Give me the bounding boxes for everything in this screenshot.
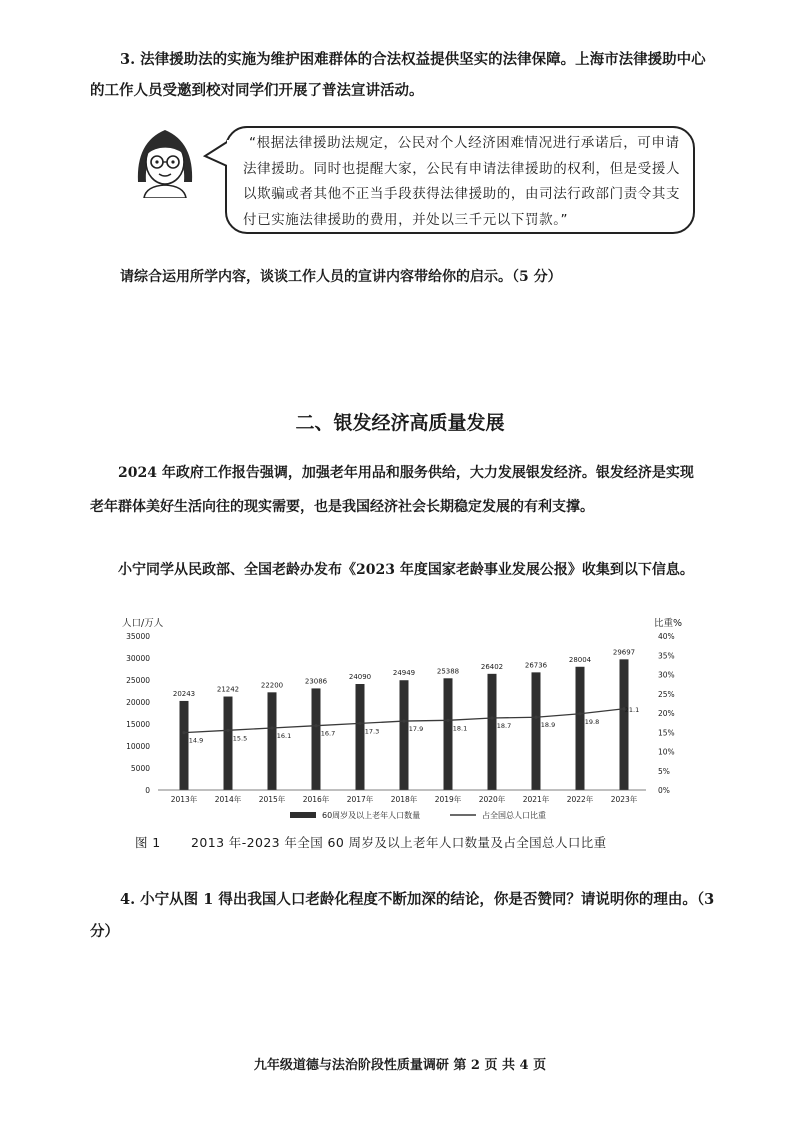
bar	[620, 659, 629, 790]
share-point	[226, 729, 229, 732]
share-value-label: 18.9	[540, 721, 556, 730]
bar-value-label: 26402	[480, 662, 504, 671]
bar	[180, 701, 189, 790]
bar	[444, 678, 453, 790]
share-point	[534, 716, 537, 719]
legend-bar-swatch	[290, 812, 316, 818]
bar	[312, 688, 321, 790]
share-point	[314, 724, 317, 727]
page-footer: 九年级道德与法治阶段性质量调研 第 2 页 共 4 页	[253, 1058, 547, 1073]
question-4	[90, 884, 740, 948]
question-3-line-1: 3. 法律援助法的实施为维护困难群体的合法权益提供坚实的法律保障。上海市法律援助中心	[120, 51, 706, 68]
bar-value-label: 24949	[392, 669, 416, 678]
bar	[488, 674, 497, 790]
left-tick-label: 10000	[126, 742, 150, 751]
collect-statement: 小宁同学从民政部、全国老龄办发布《2023 年度国家老龄事业发展公报》收集到以下信息。	[118, 562, 694, 578]
legend-line-label: 占全国总人口比重	[482, 811, 546, 820]
right-tick-label: 15%	[658, 728, 675, 738]
bar	[400, 680, 409, 790]
x-tick-label: 2023年	[610, 795, 638, 804]
left-tick-label: 30000	[126, 654, 150, 663]
bar	[356, 684, 365, 790]
staff-avatar-illustration	[130, 122, 200, 198]
bar-value-label: 23086	[304, 677, 328, 686]
left-tick-label: 15000	[126, 720, 150, 729]
right-tick-label: 0%	[658, 786, 670, 795]
bar-value-label: 26736	[524, 661, 548, 670]
left-tick-label: 0	[145, 786, 150, 795]
share-value-label: 21.1	[624, 705, 640, 714]
question-3-line-2: 的工作人员受邀到校对同学们开展了普法宣讲活动。	[90, 82, 424, 99]
left-tick-label: 25000	[126, 676, 150, 685]
share-point	[578, 712, 581, 715]
right-tick-label: 30%	[658, 670, 675, 680]
x-tick-label: 2016年	[302, 795, 330, 804]
bar-value-label: 29697	[612, 648, 636, 657]
share-value-label: 17.9	[408, 725, 424, 734]
figure-caption	[135, 833, 607, 851]
bar	[576, 667, 585, 790]
x-tick-label: 2013年	[170, 795, 198, 804]
bar-value-label: 25388	[436, 667, 460, 676]
share-point	[490, 716, 493, 719]
share-value-label: 14.9	[188, 736, 204, 745]
right-tick-label: 35%	[658, 651, 675, 661]
x-tick-label: 2018年	[390, 795, 418, 804]
left-tick-label: 5000	[130, 764, 150, 773]
share-point	[402, 719, 405, 722]
x-tick-label: 2014年	[214, 795, 242, 804]
share-point	[358, 722, 361, 725]
right-tick-label: 40%	[658, 632, 675, 641]
left-tick-label: 35000	[126, 632, 150, 641]
question-3	[90, 44, 740, 106]
share-point	[270, 726, 273, 729]
bar	[224, 697, 233, 790]
x-tick-label: 2020年	[478, 795, 506, 804]
question-4-line-2: 分）	[90, 923, 119, 940]
share-point	[182, 731, 185, 734]
right-tick-label: 20%	[658, 709, 675, 718]
share-value-label: 18.1	[452, 724, 468, 733]
speech-text: “根据法律援助法规定，公民对个人经济困难情况进行承诺后，可申请法律援助。同时也提醒大家，公民有申请法律援助的权利，但是受援人以欺骗或者其他不正当手段获得法律援助的，由司法行政部门责令其支付已实施法律援助的费用，并处以三千元以下罚款。”	[243, 135, 681, 228]
legend-bar-label: 60周岁及以上老年人口数量	[322, 811, 421, 820]
bar	[268, 692, 277, 790]
question-3-prompt: 请综合运用所学内容，谈谈工作人员的宣讲内容带给你的启示。（5 分）	[120, 269, 562, 285]
bar-value-label: 21242	[216, 685, 240, 694]
share-value-label: 16.7	[320, 729, 336, 738]
bar-value-label: 20243	[172, 689, 196, 698]
x-tick-label: 2019年	[434, 795, 462, 804]
question-4-line-1: 4. 小宁从图 1 得出我国人口老龄化程度不断加深的结论，你是否赞同？请说明你的理由。（3	[120, 891, 715, 908]
section-intro-line-2: 老年群体美好生活向往的现实需要，也是我国经济社会长期稳定发展的有利支撑。	[90, 499, 594, 515]
figure-caption-text: 2013 年-2023 年全国 60 周岁及以上老年人口数量及占全国总人口比重	[191, 835, 607, 850]
left-axis-label: 人口/万人	[122, 618, 164, 629]
bar-value-label: 28004	[568, 655, 592, 664]
share-value-label: 16.1	[276, 732, 292, 741]
right-tick-label: 5%	[658, 766, 670, 776]
aging-population-chart	[120, 614, 690, 826]
speech-bubble-tail	[203, 140, 231, 170]
figure-number: 图 1	[135, 835, 161, 850]
bar	[532, 672, 541, 790]
share-value-label: 19.8	[584, 717, 600, 726]
share-value-label: 17.3	[364, 727, 380, 736]
x-tick-label: 2022年	[566, 795, 594, 804]
share-value-label: 15.5	[232, 734, 248, 743]
section-intro	[90, 456, 740, 524]
share-value-label: 18.7	[496, 722, 512, 731]
x-tick-label: 2015年	[258, 795, 286, 804]
right-axis-label: 比重%	[653, 618, 683, 629]
section-title: 二、银发经济高质量发展	[295, 412, 505, 434]
x-tick-label: 2017年	[346, 795, 374, 804]
section-intro-line-1: 2024 年政府工作报告强调，加强老年用品和服务供给，大力发展银发经济。银发经济是实现	[118, 465, 694, 481]
share-point	[446, 719, 449, 722]
bar-value-label: 24090	[348, 673, 372, 682]
right-tick-label: 25%	[658, 689, 675, 699]
right-tick-label: 10%	[658, 747, 675, 757]
x-tick-label: 2021年	[522, 795, 550, 804]
left-tick-label: 20000	[126, 698, 150, 707]
bar-value-label: 22200	[260, 681, 284, 690]
